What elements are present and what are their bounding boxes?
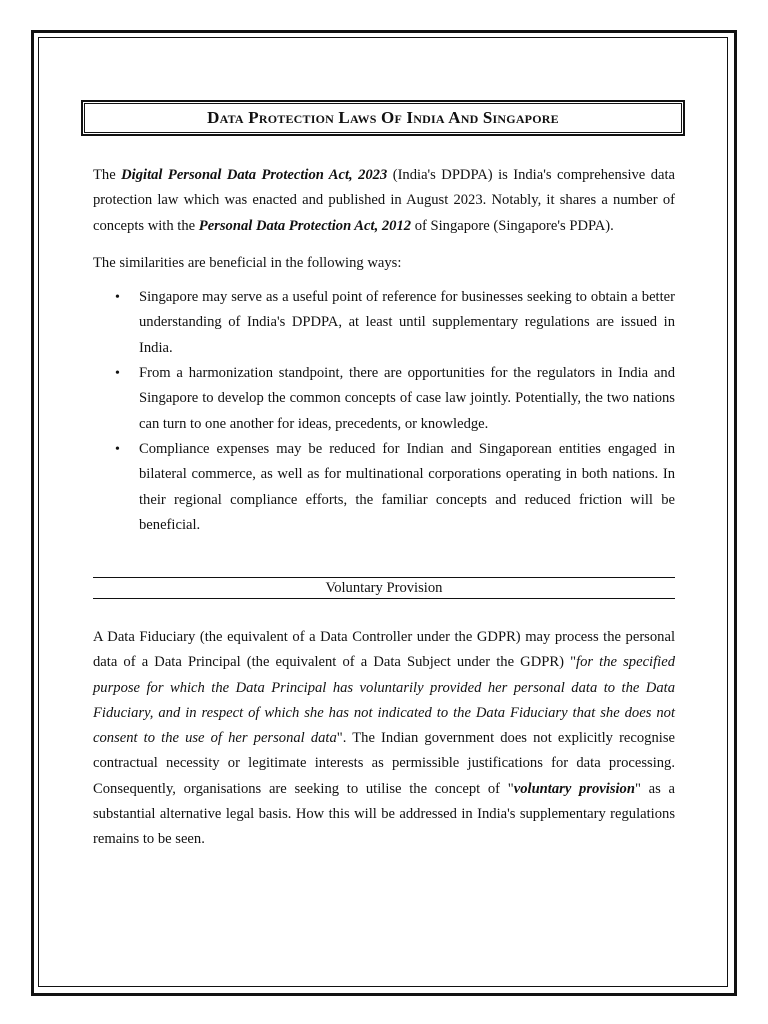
voluntary-section <box>93 625 675 853</box>
list-item <box>93 361 675 437</box>
section-heading <box>93 577 675 599</box>
list-item <box>93 285 675 361</box>
title-box <box>82 101 684 135</box>
intro-text-3: of Singapore (Singapore's PDPA). <box>411 217 614 234</box>
list-item-text: Singapore may serve as a useful point of reference for businesses seeking to obtain a better understanding of India's DPDPA, at least until supplementary regulations are issued in India. <box>139 289 675 356</box>
intro-text-1: The <box>93 167 122 183</box>
voluntary-quote: for the specified purpose for which the Data Principal has voluntarily provided her personal data to the Data Fiduciary, and in respect of which she has not indicated to the Data Fiduciary that she does not consent to the use of her personal data <box>93 654 675 747</box>
voluntary-text-3: " as a substantial alternative legal basis. How this will be addressed in India's supplementary regulations remains to be seen. <box>93 780 676 848</box>
similarities-intro: The similarities are beneficial in the following ways: <box>93 254 402 271</box>
bullet-icon: • <box>115 441 120 457</box>
voluntary-term: voluntary provision <box>513 780 635 797</box>
similarities-list <box>93 285 675 538</box>
voluntary-text-1: A Data Fiduciary (the equivalent of a Data Controller under the GDPR) may process the personal data of a Data Principal (the equivalent of a Data Subject under the GDPR) " <box>93 629 675 671</box>
voluntary-paragraph <box>93 625 675 853</box>
voluntary-text-2: ". The Indian government does not explicitly recognise contractual necessity or legitimate interests as permissible justifications for data processing. Consequently, organisations are seeking to utilise the concept of " <box>93 730 675 797</box>
document-title: Data Protection Laws Of India And Singapore <box>207 108 559 127</box>
list-item-text: Compliance expenses may be reduced for Indian and Singaporean entities engaged in bilateral commerce, as well as for multinational corporations operating in both nations. In their regional compliance efforts, the familiar concepts and reduced friction will be beneficial. <box>139 440 675 533</box>
act-india-name: Digital Personal Data Protection Act, 2023 <box>121 167 388 183</box>
bullet-icon: • <box>115 366 120 382</box>
intro-text-2: (India's DPDPA) is India's comprehensive data protection law which was enacted and published in August 2023. Notably, it shares a number of concepts with the <box>93 167 676 234</box>
intro-section <box>93 163 675 538</box>
list-item <box>93 437 675 538</box>
bullet-icon: • <box>115 290 120 306</box>
act-singapore-name: Personal Data Protection Act, 2012 <box>198 217 412 234</box>
intro-paragraph <box>93 163 675 239</box>
section-heading-label: Voluntary Provision <box>325 579 443 596</box>
list-item-text: From a harmonization standpoint, there are opportunities for the regulators in India and Singapore to develop the common concepts of case law jointly. Potentially, the two nations can turn to one another for ideas, precedents, or knowledge. <box>139 365 675 432</box>
